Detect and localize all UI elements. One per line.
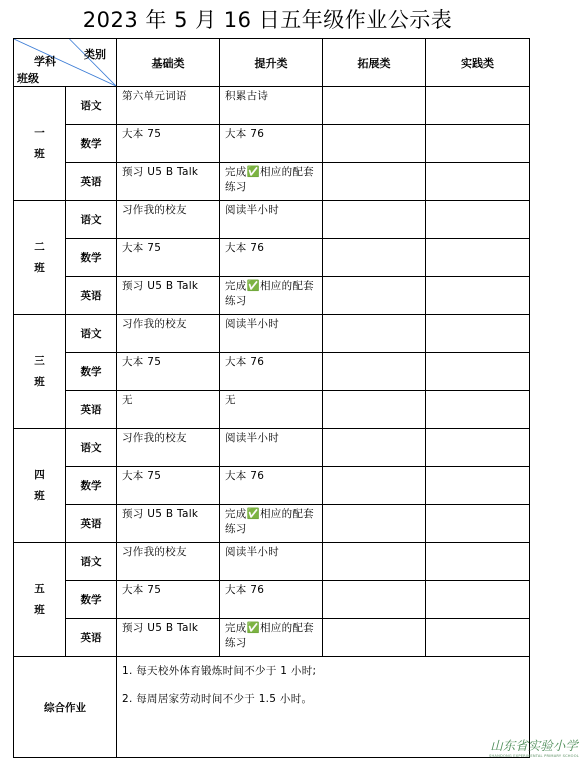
advanced-homework-cell: 大本 76	[220, 353, 323, 391]
practice-homework-cell	[426, 201, 530, 239]
practice-homework-cell	[426, 163, 530, 201]
page-title: 2023 年 5 月 16 日五年级作业公示表	[82, 8, 453, 32]
extension-homework-cell	[323, 315, 426, 353]
practice-homework-cell	[426, 619, 530, 657]
column-header-advanced: 提升类	[220, 39, 323, 87]
extension-homework-cell	[323, 543, 426, 581]
summary-notes	[117, 657, 530, 758]
practice-homework-cell	[426, 505, 530, 543]
basic-homework-cell: 大本 75	[117, 125, 220, 163]
practice-homework-cell	[426, 543, 530, 581]
table-row	[14, 429, 530, 467]
subject-cell: 英语	[66, 619, 117, 657]
summary-row	[14, 657, 530, 758]
basic-homework-cell: 习作我的校友	[117, 429, 220, 467]
practice-homework-cell	[426, 87, 530, 125]
subject-cell: 数学	[66, 239, 117, 277]
subject-cell: 语文	[66, 543, 117, 581]
practice-homework-cell	[426, 277, 530, 315]
table-row	[14, 277, 530, 315]
basic-homework-cell: 习作我的校友	[117, 315, 220, 353]
advanced-homework-cell: 大本 76	[220, 239, 323, 277]
table-row	[14, 619, 530, 657]
subject-cell: 数学	[66, 581, 117, 619]
basic-homework-cell: 预习 U5 B Talk	[117, 505, 220, 543]
subject-cell: 语文	[66, 429, 117, 467]
advanced-homework-cell: 完成✅相应的配套练习	[220, 619, 323, 657]
practice-homework-cell	[426, 239, 530, 277]
class-name-cell: 一 班	[14, 87, 66, 201]
table-row	[14, 543, 530, 581]
extension-homework-cell	[323, 87, 426, 125]
extension-homework-cell	[323, 467, 426, 505]
table-row	[14, 505, 530, 543]
class-label: 班级	[17, 72, 39, 85]
advanced-homework-cell: 阅读半小时	[220, 201, 323, 239]
practice-homework-cell	[426, 125, 530, 163]
extension-homework-cell	[323, 581, 426, 619]
basic-homework-cell: 第六单元词语	[117, 87, 220, 125]
column-header-extension: 拓展类	[323, 39, 426, 87]
column-header-basic: 基础类	[117, 39, 220, 87]
class-name-cell: 三 班	[14, 315, 66, 429]
summary-note: 1. 每天校外体育锻炼时间不少于 1 小时;	[122, 665, 317, 677]
basic-homework-cell: 习作我的校友	[117, 201, 220, 239]
subject-cell: 数学	[66, 467, 117, 505]
table-row	[14, 87, 530, 125]
practice-homework-cell	[426, 429, 530, 467]
table-row	[14, 315, 530, 353]
table-row	[14, 581, 530, 619]
extension-homework-cell	[323, 277, 426, 315]
extension-homework-cell	[323, 163, 426, 201]
header-corner-cell	[14, 39, 117, 87]
basic-homework-cell: 无	[117, 391, 220, 429]
advanced-homework-cell: 完成✅相应的配套练习	[220, 505, 323, 543]
extension-homework-cell	[323, 505, 426, 543]
logo-subtitle: SHANDONG EXPERIMENTAL PRIMARY SCHOOL	[489, 754, 579, 758]
table-row	[14, 163, 530, 201]
table-row	[14, 125, 530, 163]
advanced-homework-cell: 阅读半小时	[220, 315, 323, 353]
advanced-homework-cell: 大本 76	[220, 467, 323, 505]
basic-homework-cell: 预习 U5 B Talk	[117, 277, 220, 315]
table-row	[14, 201, 530, 239]
category-label: 类别	[84, 48, 106, 61]
basic-homework-cell: 习作我的校友	[117, 543, 220, 581]
advanced-homework-cell: 无	[220, 391, 323, 429]
school-logo	[489, 736, 579, 758]
class-name-cell: 四 班	[14, 429, 66, 543]
extension-homework-cell	[323, 125, 426, 163]
table-row	[14, 239, 530, 277]
logo-name: 山东省实验小学	[490, 738, 578, 753]
homework-table	[13, 38, 530, 758]
subject-cell: 数学	[66, 353, 117, 391]
practice-homework-cell	[426, 315, 530, 353]
practice-homework-cell	[426, 581, 530, 619]
basic-homework-cell: 大本 75	[117, 239, 220, 277]
advanced-homework-cell: 阅读半小时	[220, 543, 323, 581]
advanced-homework-cell: 大本 76	[220, 125, 323, 163]
class-name-cell: 二 班	[14, 201, 66, 315]
advanced-homework-cell: 阅读半小时	[220, 429, 323, 467]
subject-cell: 语文	[66, 201, 117, 239]
basic-homework-cell: 预习 U5 B Talk	[117, 619, 220, 657]
basic-homework-cell: 大本 75	[117, 353, 220, 391]
extension-homework-cell	[323, 429, 426, 467]
subject-cell: 英语	[66, 391, 117, 429]
subject-cell: 语文	[66, 87, 117, 125]
table-row	[14, 467, 530, 505]
table-row	[14, 353, 530, 391]
advanced-homework-cell: 积累古诗	[220, 87, 323, 125]
practice-homework-cell	[426, 467, 530, 505]
subject-cell: 英语	[66, 163, 117, 201]
subject-cell: 英语	[66, 505, 117, 543]
subject-cell: 数学	[66, 125, 117, 163]
advanced-homework-cell: 完成✅相应的配套练习	[220, 277, 323, 315]
extension-homework-cell	[323, 201, 426, 239]
table-row	[14, 391, 530, 429]
advanced-homework-cell: 大本 76	[220, 581, 323, 619]
extension-homework-cell	[323, 239, 426, 277]
practice-homework-cell	[426, 391, 530, 429]
extension-homework-cell	[323, 353, 426, 391]
column-header-practice: 实践类	[426, 39, 530, 87]
practice-homework-cell	[426, 353, 530, 391]
subject-label: 学科	[34, 55, 56, 68]
subject-cell: 语文	[66, 315, 117, 353]
basic-homework-cell: 大本 75	[117, 581, 220, 619]
advanced-homework-cell: 完成✅相应的配套练习	[220, 163, 323, 201]
summary-note: 2. 每周居家劳动时间不少于 1.5 小时。	[122, 693, 313, 705]
basic-homework-cell: 大本 75	[117, 467, 220, 505]
class-name-cell: 五 班	[14, 543, 66, 657]
subject-cell: 英语	[66, 277, 117, 315]
extension-homework-cell	[323, 391, 426, 429]
extension-homework-cell	[323, 619, 426, 657]
basic-homework-cell: 预习 U5 B Talk	[117, 163, 220, 201]
header-row	[14, 39, 530, 87]
summary-label: 综合作业	[14, 657, 117, 758]
